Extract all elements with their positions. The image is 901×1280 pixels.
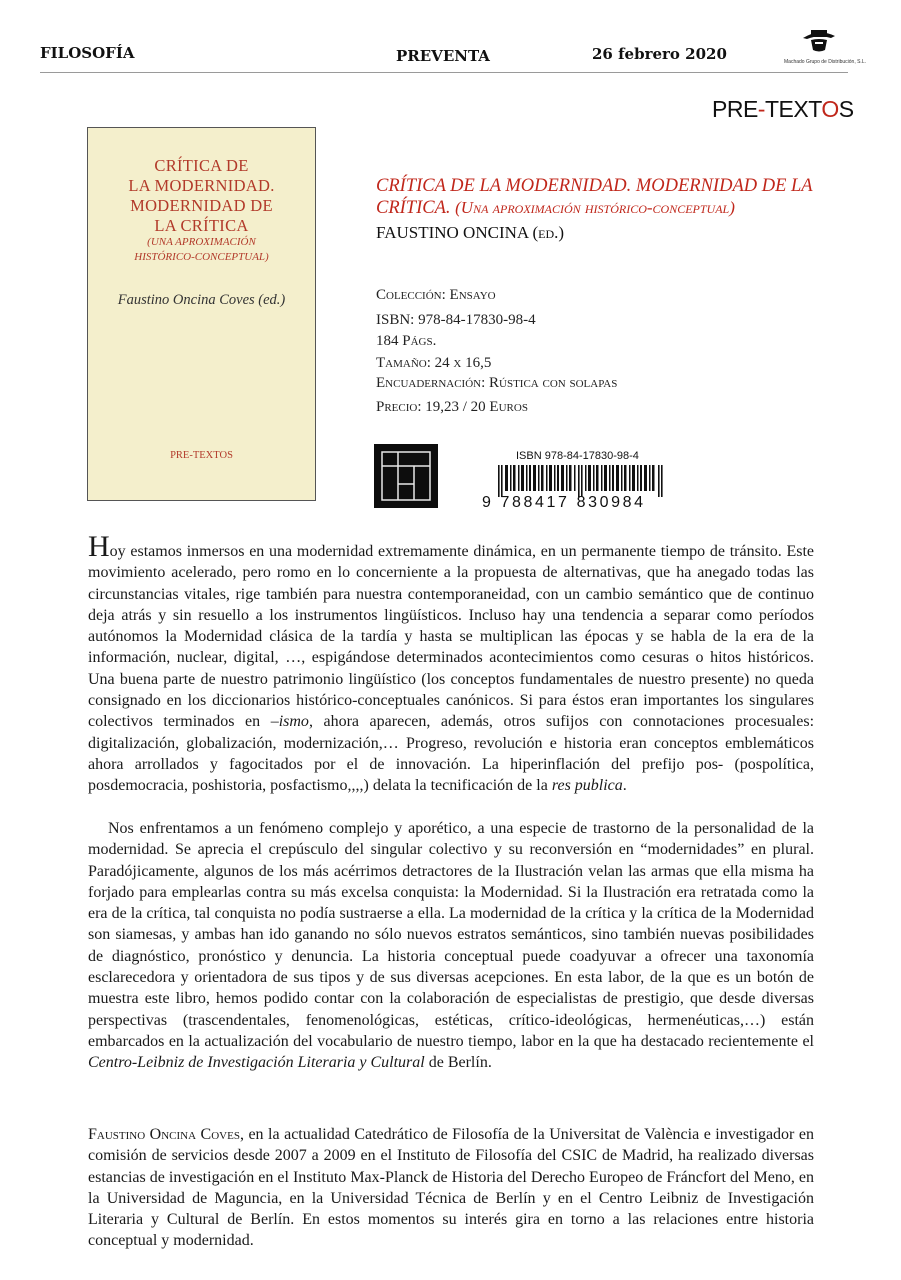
book-subtitle: (Una aproximación histórico-conceptual) (455, 198, 735, 217)
brand-mid: TEXT (764, 96, 822, 122)
book-title (376, 176, 846, 219)
p1-end: . (622, 777, 627, 795)
p1-res-publica: res publica (551, 777, 623, 795)
author-name: FAUSTINO ONCINA (376, 223, 529, 242)
book-cover (87, 127, 316, 501)
p1-text-b: , ahora aparecen, además, otros sufijos con connotaciones procesuales: digitalización, globalización, modernización,… Progreso, revolución e historia eran conceptos emblemáticos ahora arrollados y fagocitados por el de innovación. La hiperinflación del prefijo pos- (pospolítica, posdemocracia, poshistoria, posfactismo,,,,) delata la tecnificación de la (88, 713, 815, 795)
cover-author: Faustino Oncina Coves (ed.) (117, 292, 286, 308)
brand-pre: PRE (712, 96, 758, 122)
description-paragraph-1 (88, 530, 815, 797)
category-label: FILOSOFÍA (40, 44, 135, 62)
p1-suffix: ismo (278, 713, 309, 731)
publisher-logo (712, 96, 854, 123)
p2-text-a: Nos enfrentamos a un fenómeno complejo y aporético, a una especie de trastorno de la personalidad de la modernidad. Se aprecia el crepúsculo del singular colectivo y su reconversión en “modernidades” en plural. Paradójicamente, algunos de los más acérrimos detractores de la Ilustración velan las armas que ella misma ha forjado para emplearlas contra su más excelsa conquista: la Modernidad. Si la Ilustración era retratada como la era de la crítica, tal conquista no podía sustraerse a ella. La modernidad de la crítica y la crítica de la Modernidad son siamesas, y ambas han ido ganando no sólo nuevos estratos semánticos, sino también nuevas posibilidades de diagnóstico, pronóstico y denuncia. La historia conceptual puede coadyuvar a ofrecer una taxonomía esclarecedora y orientadora de sus tipos y de sus diversas acepciones. En esta labor, de la que es un botón de muestra este libro, hemos podido contar con la colaboración de especialistas de prestigio, que desde diversas perspectivas (trascendentales, fenomenológicas, estéticas, crítico-ideológicas, hermenéuticas,…) están embarcados en la actualización del vocabulario de nuestro tiempo, labor en la que ha destacado recientemente el (88, 820, 814, 1050)
cover-title (88, 156, 315, 236)
book-title-main: CRÍTICA DE LA MODERNIDAD. MODERNIDAD DE LA CRÍTICA. (376, 176, 813, 218)
bio-author-name: Faustino Oncina Coves (88, 1126, 240, 1143)
header-divider (40, 72, 848, 73)
brand-s: S (838, 96, 854, 122)
cover-title-line: LA CRÍTICA (154, 216, 249, 235)
cover-publisher: PRE-TEXTOS (170, 450, 233, 461)
cover-title-line: CRÍTICA DE (154, 156, 249, 175)
bio-text: , en la actualidad Catedrático de Filosofía de la Universitat de València e investigador en comisión de servicios desde 2007 a 2009 en el Instituto de Filosofía del CSIC de Madrid, ha realizado diversas estancias de investigación en el Instituto Max-Planck de Historia del Derecho Europeo de Fráncfort del Meno, en la Universidad de Maguncia, en la Universidad Técnica de Berlín y en el Centro Leibniz de Investigación Literaria y Cultural de Berlín. En estos momentos su interés gira en torno a las relaciones entre historia conceptual y modernidad. (88, 1126, 814, 1250)
author-role: (ed.) (532, 223, 565, 242)
release-date: 26 febrero 2020 (592, 45, 727, 63)
distributor-caption: Machado Grupo de Distribución, S.L. (784, 59, 866, 65)
meta-collection: Colección: Ensayo (376, 287, 496, 303)
description-paragraph-2 (88, 818, 814, 1074)
p2-text-b: de Berlín. (424, 1054, 492, 1072)
cover-subtitle-line: (UNA APROXIMACIÓN (147, 236, 256, 248)
brand-o: O (821, 96, 839, 122)
author-bio (88, 1124, 814, 1252)
meta-isbn: ISBN: 978-84-17830-98-4 (376, 312, 536, 328)
distributor-logo (784, 24, 866, 70)
barcode-icon (498, 465, 664, 497)
cover-subtitle-line: HISTÓRICO-CONCEPTUAL) (134, 251, 269, 263)
cover-title-line: MODERNIDAD DE (130, 196, 273, 215)
meta-price: Precio: 19,23 / 20 Euros (376, 399, 528, 415)
publisher-emblem-icon (374, 444, 438, 508)
drop-cap: H (88, 530, 110, 563)
meta-binding: Encuadernación: Rústica con solapas (376, 375, 618, 391)
cover-subtitle (88, 235, 315, 265)
book-author (376, 223, 564, 243)
meta-size: Tamaño: 24 x 16,5 (376, 355, 492, 371)
cover-title-line: LA MODERNIDAD. (128, 176, 275, 195)
barcode-isbn-label: ISBN 978-84-17830-98-4 (516, 450, 639, 462)
barcode-digits: 9 788417 830984 (482, 494, 646, 511)
p1-text-a: oy estamos inmersos en una modernidad extremamente dinámica, en un permanente tiempo de tránsito. Este movimiento acelerado, pero romo en lo concerniente a la propuesta de alternativas, que ha anegado todas las circunstancias vitales, rige también para nuestra contemporaneidad, con un cambio semántico que de continuo deja atrás y sin resuello a los instrumentos lingüísticos. Incluso hay una tendencia a separar como períodos autónomos la Modernidad clásica de la tardía y hasta se multiplican las épocas y se habla de la era de la información, nuclear, digital, …, espigándose determinados acontecimientos como cesuras o hitos históricos. Una buena parte de nuestro patrimonio lingüístico (los conceptos fundamentales de nuestro presente) no queda consignado en los diccionarios histórico-conceptuales canónicos. Si para éstos eran importantes los singulares colectivos terminados en – (88, 543, 814, 731)
presale-label: PREVENTA (396, 47, 490, 65)
brand-dash: - (757, 96, 765, 122)
hat-figure-icon (797, 24, 841, 54)
p2-centre-name: Centro-Leibniz de Investigación Literaria y Cultural (88, 1054, 425, 1072)
meta-pages: 184 Págs. (376, 333, 437, 349)
